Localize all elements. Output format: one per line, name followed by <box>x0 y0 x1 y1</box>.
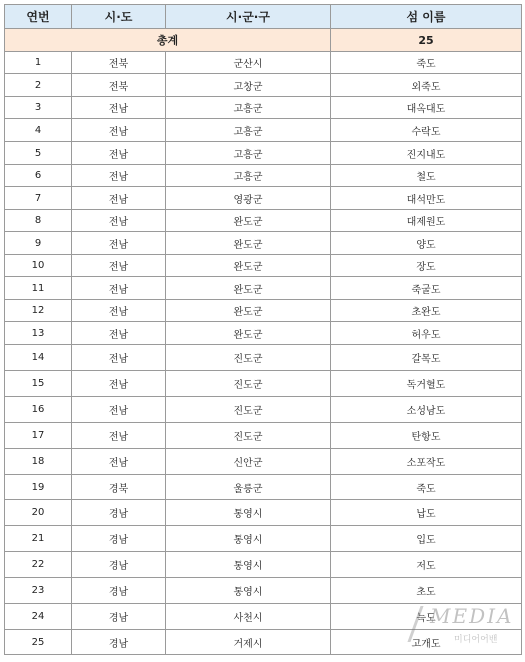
cell-island: 입도 <box>331 526 522 552</box>
cell-island: 대옥대도 <box>331 97 522 119</box>
cell-sido: 전남 <box>72 232 166 255</box>
cell-sigungu: 영광군 <box>166 187 331 210</box>
cell-island: 죽도 <box>331 475 522 500</box>
cell-no: 1 <box>5 52 72 74</box>
cell-sigungu: 진도군 <box>166 423 331 449</box>
table-row <box>5 74 522 97</box>
cell-sido: 전남 <box>72 397 166 423</box>
cell-island: 갈목도 <box>331 345 522 371</box>
cell-sigungu: 진도군 <box>166 371 331 397</box>
cell-no: 22 <box>5 552 72 578</box>
cell-island: 고개도 <box>331 630 522 655</box>
watermark-logo: MEDIA <box>430 604 514 628</box>
cell-sido: 경남 <box>72 604 166 630</box>
cell-sido: 전남 <box>72 322 166 345</box>
cell-island: 죽도 <box>331 52 522 74</box>
header-sigungu: 시·군·구 <box>166 5 331 29</box>
cell-sigungu: 완도군 <box>166 322 331 345</box>
cell-sigungu: 완도군 <box>166 232 331 255</box>
table-row <box>5 210 522 232</box>
cell-sido: 경남 <box>72 500 166 526</box>
header-sido: 시·도 <box>72 5 166 29</box>
cell-no: 23 <box>5 578 72 604</box>
table-row <box>5 322 522 345</box>
cell-no: 21 <box>5 526 72 552</box>
table-row <box>5 552 522 578</box>
cell-island: 진지내도 <box>331 142 522 165</box>
cell-sigungu: 울릉군 <box>166 475 331 500</box>
cell-no: 14 <box>5 345 72 371</box>
cell-no: 13 <box>5 322 72 345</box>
table-row <box>5 232 522 255</box>
cell-sido: 경남 <box>72 552 166 578</box>
table-row <box>5 119 522 142</box>
header-row <box>5 5 522 29</box>
cell-no: 15 <box>5 371 72 397</box>
cell-sigungu: 통영시 <box>166 552 331 578</box>
table-row <box>5 97 522 119</box>
header-island: 섬 이름 <box>331 5 522 29</box>
cell-sigungu: 신안군 <box>166 449 331 475</box>
cell-no: 11 <box>5 277 72 300</box>
cell-sido: 경남 <box>72 578 166 604</box>
cell-sigungu: 완도군 <box>166 300 331 322</box>
watermark <box>414 604 522 656</box>
cell-sigungu: 고흥군 <box>166 97 331 119</box>
cell-no: 20 <box>5 500 72 526</box>
watermark-sub: 미디어어밴 <box>454 635 498 645</box>
cell-sido: 전남 <box>72 165 166 187</box>
table-row <box>5 277 522 300</box>
table-row <box>5 165 522 187</box>
cell-island: 허우도 <box>331 322 522 345</box>
cell-island: 외죽도 <box>331 74 522 97</box>
cell-no: 10 <box>5 255 72 277</box>
table-row <box>5 187 522 210</box>
cell-sigungu: 완도군 <box>166 277 331 300</box>
cell-island: 장도 <box>331 255 522 277</box>
cell-sigungu: 완도군 <box>166 255 331 277</box>
cell-no: 8 <box>5 210 72 232</box>
cell-island: 철도 <box>331 165 522 187</box>
cell-sido: 전북 <box>72 52 166 74</box>
cell-sigungu: 고흥군 <box>166 165 331 187</box>
table-row <box>5 345 522 371</box>
cell-island: 탄항도 <box>331 423 522 449</box>
cell-island: 독거혈도 <box>331 371 522 397</box>
cell-sigungu: 고흥군 <box>166 142 331 165</box>
cell-sigungu: 완도군 <box>166 210 331 232</box>
cell-sigungu: 통영시 <box>166 500 331 526</box>
cell-sigungu: 통영시 <box>166 578 331 604</box>
cell-sigungu: 사천시 <box>166 604 331 630</box>
cell-sigungu: 통영시 <box>166 526 331 552</box>
cell-island: 저도 <box>331 552 522 578</box>
island-table <box>4 4 522 655</box>
cell-sido: 전남 <box>72 187 166 210</box>
summary-value: 25 <box>331 29 522 52</box>
cell-sigungu: 진도군 <box>166 345 331 371</box>
cell-no: 12 <box>5 300 72 322</box>
cell-sido: 전남 <box>72 449 166 475</box>
table-row <box>5 300 522 322</box>
cell-no: 24 <box>5 604 72 630</box>
cell-island: 소포작도 <box>331 449 522 475</box>
cell-sido: 전남 <box>72 142 166 165</box>
cell-no: 2 <box>5 74 72 97</box>
cell-sido: 전남 <box>72 277 166 300</box>
cell-sido: 전남 <box>72 210 166 232</box>
table-row <box>5 578 522 604</box>
cell-island: 대석만도 <box>331 187 522 210</box>
table-row <box>5 500 522 526</box>
cell-no: 17 <box>5 423 72 449</box>
cell-sigungu: 거제시 <box>166 630 331 655</box>
table-row <box>5 371 522 397</box>
cell-sido: 전북 <box>72 74 166 97</box>
cell-island: 수락도 <box>331 119 522 142</box>
table-row <box>5 397 522 423</box>
cell-sido: 경북 <box>72 475 166 500</box>
cell-sido: 전남 <box>72 300 166 322</box>
cell-island: 초완도 <box>331 300 522 322</box>
cell-island: 늑도 <box>331 604 522 630</box>
header-no: 연번 <box>5 5 72 29</box>
summary-row <box>5 29 522 52</box>
table-row <box>5 449 522 475</box>
table-row <box>5 142 522 165</box>
cell-island: 대제원도 <box>331 210 522 232</box>
table-row <box>5 52 522 74</box>
cell-sigungu: 군산시 <box>166 52 331 74</box>
cell-sigungu: 진도군 <box>166 397 331 423</box>
table-row <box>5 526 522 552</box>
cell-sido: 전남 <box>72 97 166 119</box>
summary-label: 총계 <box>5 29 331 52</box>
cell-island: 소성남도 <box>331 397 522 423</box>
cell-no: 7 <box>5 187 72 210</box>
cell-no: 16 <box>5 397 72 423</box>
table-row <box>5 475 522 500</box>
cell-no: 3 <box>5 97 72 119</box>
cell-sido: 경남 <box>72 630 166 655</box>
cell-sido: 전남 <box>72 423 166 449</box>
cell-sido: 전남 <box>72 345 166 371</box>
cell-no: 5 <box>5 142 72 165</box>
cell-no: 19 <box>5 475 72 500</box>
cell-island: 납도 <box>331 500 522 526</box>
cell-sido: 전남 <box>72 255 166 277</box>
cell-sigungu: 고창군 <box>166 74 331 97</box>
cell-sido: 전남 <box>72 371 166 397</box>
cell-island: 양도 <box>331 232 522 255</box>
table-row <box>5 423 522 449</box>
cell-no: 6 <box>5 165 72 187</box>
cell-no: 4 <box>5 119 72 142</box>
cell-no: 18 <box>5 449 72 475</box>
cell-sido: 전남 <box>72 119 166 142</box>
cell-sido: 경남 <box>72 526 166 552</box>
table-row <box>5 255 522 277</box>
cell-sigungu: 고흥군 <box>166 119 331 142</box>
cell-no: 9 <box>5 232 72 255</box>
cell-island: 죽굴도 <box>331 277 522 300</box>
cell-no: 25 <box>5 630 72 655</box>
cell-island: 초도 <box>331 578 522 604</box>
